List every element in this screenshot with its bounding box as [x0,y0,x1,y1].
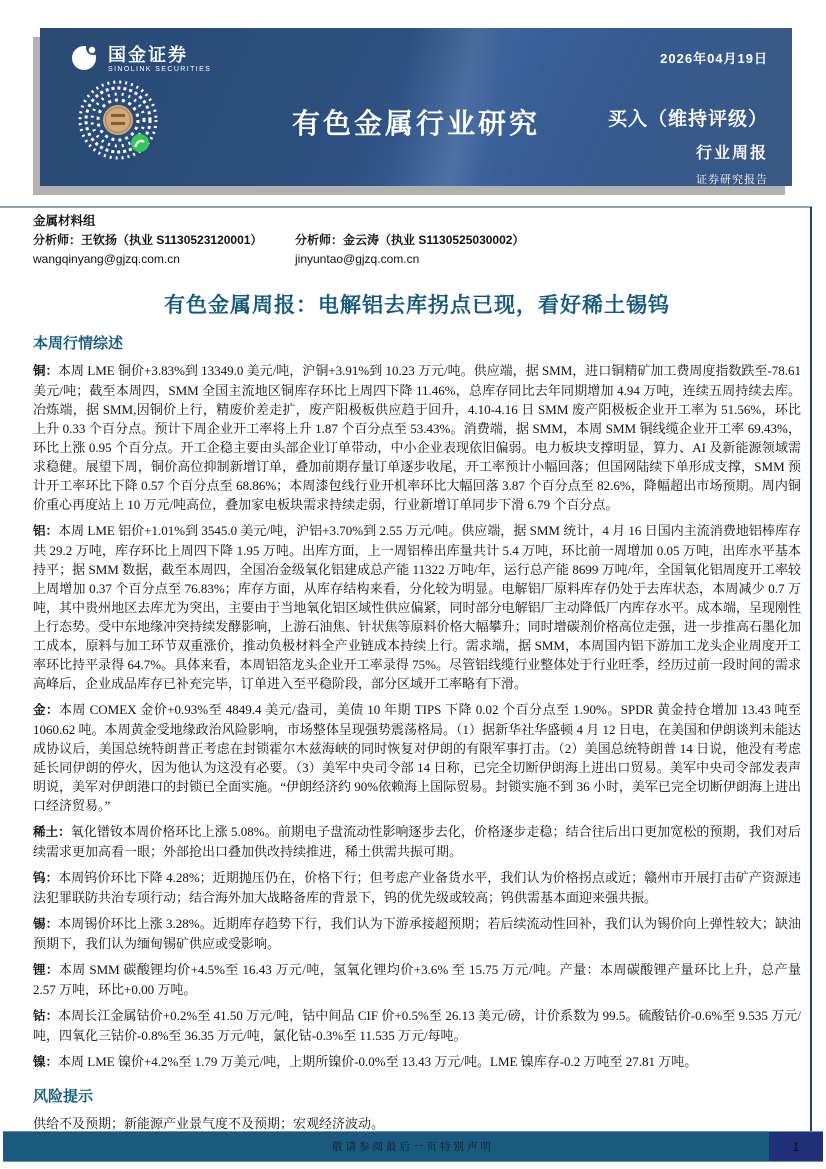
paragraph-tungsten [33,868,801,907]
paragraph-gold [33,700,801,815]
report-type: 行业周报 [695,145,768,162]
metal-label-aluminum: 铝： [33,524,59,538]
page-right-border [810,207,812,1133]
report-body [33,212,801,1133]
paragraph-aluminum [33,521,801,693]
paragraph-risk-text: 供给不及预期；新能源产业景气度不及预期；宏观经济波动。 [33,1116,385,1131]
footer-notice: 敬请参阅最后一页特别声明 [332,1142,494,1153]
metal-label-tin: 锡： [33,917,59,931]
banner-title: 有色金属行业研究 [291,108,540,139]
report-title: 有色金属周报：电解铝去库拐点已现，看好稀土锡钨 [164,294,670,317]
analyst-block [33,231,801,269]
paragraph-tin-text: 本周锡价环比上涨 3.28%。近期库存趋势下行，我们认为下游承接超预期；若后续流动性回补，我们认为锡价向上弹性较大；缺油预期下，我们认为缅甸锡矿供应或受影响。 [33,916,801,951]
metal-label-gold: 金： [33,703,59,717]
metal-label-rare-earth: 稀土： [33,825,71,839]
section-heading-market-review: 本周行情综述 [33,335,124,352]
paragraph-copper-text: 本周 LME 铜价+3.83%到 13349.0 美元/吨，沪铜+3.91%到 10.23 万元/吨。供应端，据 SMM，进口铜精矿加工费周度指数跌至-78.61 美元/吨；截至本周四，SMM 全国主流地区铜库存环比上周四下降 11.46%，总库存同比去年同期增加 4.94 万吨，连续五周持续去库。冶炼端，据 SMM,因铜价上行，精废价差走扩，废产阳极板供应趋于回升，4.10-4.16 日 SMM 废产阳极板企业开工率为 51.56%，环比上升 0.33 个百分点。预计下周企业开工率将上升 1.87 个百分点至 53.43%。消费端，据 SMM，本周 SMM 铜线缆企业开工率 69.43%，环比上涨 0.95 个百分点。开工企稳主要由头部企业订单带动，中小企业表现依旧偏弱。电力板块支撑明显，算力、AI 及新能源领域需求稳健。展望下周，铜价高位抑制新增订单，叠加前期存量订单逐步收尾，开工率预计小幅回落；但国网陆续下单形成支撑，SMM 预计开工率环比下降 0.57 个百分点至 68.86%；本周漆包线行业开机率环比大幅回落 3.87 个百分点至 82.6%，降幅超出市场预期。周内铜价重心再度站上 10 万元/吨高位，叠加家电板块需求持续走弱，行业新增订单同步下滑 6.79 个百分点。 [33,363,801,512]
paragraph-aluminum-text: 本周 LME 铝价+1.01%到 3545.0 美元/吨，沪铝+3.70%到 2.55 万元/吨。供应端，据 SMM 统计，4 月 16 日国内主流消费地铝棒库存共 29.2 万吨，库存环比上周四下降 1.95 万吨。出库方面，上一周铝棒出库量共计 5.4 万吨，环比前一周增加 0.05 万吨，出库水平基本持平；据 SMM 数据，截至本周四，全国冶金级氧化铝建成总产能 11322 万吨/年，运行总产能 8699 万吨/年，全国氧化铝周度开工率较上周增加 0.37 个百分点至 76.83%；库存方面，从库存结构来看，分化较为明显。电解铝厂原料库存仍处于去库状态，本周减少 0.7 万吨，其中贵州地区去库尤为突出，主要由于当地氧化铝区域性供应偏紧，同时部分电解铝厂主动降低厂内库存水平。成本端，呈现刚性上行态势。受中东地缘冲突持续发酵影响，上游石油焦、针状焦等原料价格大幅攀升；同时增碳剂价格高位走强，进一步推高石墨化加工成本，原料与加工环节双重涨价，推动负极材料全产业链成本持续上行。需求端，据 SMM，本周国内铝下游加工龙头企业周度开工率环比持平录得 64.7%。具体来看，本周铝箔龙头企业开工率录得 75%。尽管铝线缆行业整体处于行业旺季，经历过前一段时间的需求高峰后，企业成品库存已补充完毕，订单进入至平稳阶段，部分区域开工率略有下滑。 [33,523,801,691]
metal-label-cobalt: 钴： [33,1009,59,1023]
brand-name-cn: 国金证券 [108,45,188,65]
header-divider [0,206,812,208]
sinolink-logo-icon [70,42,100,77]
paragraph-tungsten-text: 本周钨价环比下降 4.28%；近期抛压仍在，价格下行；但考虑产业备货水平，我们认为价格拐点或近；赣州市开展打击矿产资源违法犯罪联防共治专项行动；结合海外加大战略备库的背景下，钨的优先级或较高；钨供需基本面迎来强共振。 [33,870,801,905]
metal-label-nickel: 镍： [33,1055,59,1069]
rating-text: 买入（维持评级） [607,109,768,130]
analyst-1-email: wangqinyang@gjzq.com.cn [33,252,180,266]
paragraph-rare-earth-text: 氧化镨钕本周价格环比上涨 5.08%。前期电子盘流动性影响逐步去化，价格逐步走稳；结合往后出口更加宽松的预期，我们对后续需求更加高看一眼；外部抢出口叠加供改持续推进，稀土供需共振可期。 [33,824,801,859]
paragraph-lithium [33,960,801,999]
paragraph-tin [33,914,801,953]
report-label: 证券研究报告 [696,174,768,186]
brand-name-en: SINOLINK SECURITIES [108,66,212,73]
paragraph-nickel-text: 本周 LME 镍价+4.2%至 1.79 万美元/吨，上期所镍价-0.0%至 13.43 万元/吨。LME 镍库存-0.2 万吨至 27.81 万吨。 [58,1054,698,1069]
paragraph-gold-text: 本周 COMEX 金价+0.93%至 4849.4 美元/盎司，美债 10 年期 TIPS 下降 0.02 个百分点至 1.90%。SPDR 黄金持仓增加 13.43 吨至 1060.62 吨。本周黄金受地缘政治风险影响，市场整体呈现强势震荡格局。（1）据新华社华盛顿 4 月 12 日电，在美国和伊朗谈判未能达成协议后，美国总统特朗普正考虑在封锁霍尔木兹海峡的同时恢复对伊朗的有限军事打击。（2）美国总统特朗普 14 日说，他没有考虑延长同伊朗的停火，因为他认为这没有必要。（3）美军中央司令部 14 日称，已完全切断伊朗海上进出口贸易。美军中央司令部发表声明说，美军对伊朗港口的封锁已全面实施。“伊朗经济约 90%依赖海上国际贸易。封锁实施不到 36 小时，美军已完全切断伊朗海上进出口经济贸易。” [33,702,801,813]
page-number: 1 [769,1132,823,1161]
analyst-2-email: jinyuntao@gjzq.com.cn [295,252,420,266]
paragraph-cobalt [33,1006,801,1045]
analyst-1-title: 分析师：王钦扬（执业 S1130523120001） [33,233,263,247]
metal-label-tungsten: 钨： [33,871,59,885]
paragraph-lithium-text: 本周 SMM 碳酸锂均价+4.5%至 16.43 万元/吨，氢氧化锂均价+3.6% 至 15.75 万元/吨。产量：本周碳酸锂产量环比上升，总产量 2.57 万吨，环比+0.00 万吨。 [33,962,801,997]
report-date: 2026年04月19日 [660,51,768,66]
paragraph-copper [33,361,801,514]
analyst-2-title: 分析师：金云涛（执业 S1130525030002） [295,233,525,247]
rating-block [608,104,768,187]
paragraph-nickel [33,1052,801,1072]
metal-label-lithium: 锂： [33,963,59,977]
metal-label-copper: 铜： [33,364,59,378]
brand-logo [70,42,211,77]
section-heading-risk: 风险提示 [33,1088,94,1105]
team-group-name: 金属材料组 [33,214,96,228]
footer-bar [3,1131,823,1162]
brand-text [108,45,211,74]
paragraph-cobalt-text: 本周长江金属钴价+0.2%至 41.50 万元/吨，钴中间品 CIF 价+0.5%至 26.13 美元/磅，计价系数为 99.5。硫酸钴价-0.6%至 9.535 万元/吨，四氧化三钴价-0.8%至 36.35 万元/吨，氯化钴-0.3%至 11.535 万元/每吨。 [33,1008,801,1043]
paragraph-rare-earth [33,822,801,861]
header-banner [40,28,792,186]
